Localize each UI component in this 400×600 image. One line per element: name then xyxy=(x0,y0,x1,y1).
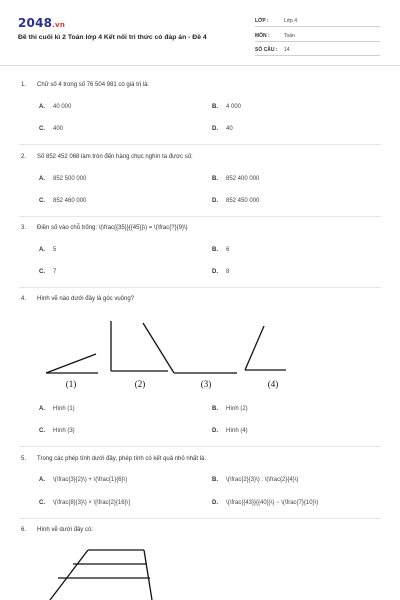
angle-figure-4 xyxy=(245,326,286,370)
option-b[interactable] xyxy=(212,176,259,182)
option-a[interactable] xyxy=(39,176,86,182)
option-text: \(\frac{2}{3}\) : \(\frac{2}{4}\) xyxy=(226,477,299,483)
meta-subject-row xyxy=(255,30,380,42)
option-text: 7 xyxy=(53,269,57,275)
option-letter: D. xyxy=(212,500,218,506)
question-number: 4. xyxy=(21,296,27,302)
option-text: 8 xyxy=(226,269,230,275)
option-text: 6 xyxy=(226,247,230,253)
option-letter: C. xyxy=(39,500,45,506)
question-divider xyxy=(19,518,381,519)
option-text: 400 xyxy=(53,126,64,132)
option-text: 852 460 000 xyxy=(53,198,87,204)
option-d[interactable] xyxy=(212,428,248,434)
option-letter: A. xyxy=(39,406,45,412)
option-text: \(\frac{8}{3}\) × \[\frac{2}{16}\] xyxy=(53,500,130,506)
option-letter: D. xyxy=(212,269,218,275)
question-1 xyxy=(21,82,149,88)
question-6 xyxy=(21,527,93,533)
figure-label-2: (2) xyxy=(134,379,146,389)
figure-label-1: (1) xyxy=(65,379,77,389)
option-a[interactable] xyxy=(39,247,56,253)
option-text: Hình (1) xyxy=(53,406,75,412)
question-3 xyxy=(21,225,188,231)
meta-count-row xyxy=(255,44,380,56)
option-letter: B. xyxy=(212,247,218,253)
option-letter: B. xyxy=(212,104,218,110)
option-text: 40 000 xyxy=(53,104,72,110)
option-text: \(\frac{{43}}{{40}}\) − \(\frac{7}{10}\) xyxy=(226,500,319,506)
logo-text: 2048 xyxy=(18,16,53,30)
angle-figure-1 xyxy=(46,354,98,373)
option-letter: A. xyxy=(39,104,45,110)
option-letter: C. xyxy=(39,269,45,275)
option-letter: D. xyxy=(212,126,218,132)
option-b[interactable] xyxy=(212,406,248,412)
option-c[interactable] xyxy=(39,269,56,275)
option-text: 852 450 000 xyxy=(226,198,260,204)
header-divider xyxy=(0,65,400,66)
meta-class-row xyxy=(255,15,380,27)
option-text: Hình (4) xyxy=(226,428,248,434)
option-text: \(\frac{3}{2}\) + \(\frac{1}{6}\) xyxy=(53,477,128,483)
option-d[interactable] xyxy=(212,198,259,204)
question-text: Chữ số 4 trong số 76 504 981 có giá trị là: xyxy=(37,82,150,88)
logo-suffix: .vn xyxy=(52,21,66,29)
question-number: 1. xyxy=(21,82,27,88)
option-c[interactable] xyxy=(39,428,75,434)
option-letter: C. xyxy=(39,126,45,132)
option-c[interactable] xyxy=(39,500,130,506)
option-text: Hình (2) xyxy=(226,406,248,412)
angles-figure xyxy=(0,310,400,392)
question-number: 2. xyxy=(21,154,27,160)
option-b[interactable] xyxy=(212,247,229,253)
meta-label: LỚP : xyxy=(255,18,269,24)
question-4 xyxy=(21,296,134,302)
meta-value: 14 xyxy=(284,47,290,53)
option-letter: C. xyxy=(39,198,45,204)
meta-value: Toán xyxy=(284,33,295,39)
option-a[interactable] xyxy=(39,477,127,483)
option-c[interactable] xyxy=(39,198,86,204)
option-b[interactable] xyxy=(212,104,241,110)
site-logo[interactable] xyxy=(18,16,65,30)
angle-figure-2 xyxy=(111,321,168,371)
meta-label: SỐ CÂU : xyxy=(255,47,278,53)
meta-label: MÔN : xyxy=(255,33,270,39)
question-text: Hình vẽ dưới đây có: xyxy=(37,527,93,533)
option-c[interactable] xyxy=(39,126,63,132)
option-d[interactable] xyxy=(212,500,318,506)
question-number: 3. xyxy=(21,225,27,231)
question-divider xyxy=(19,287,381,288)
figure-label-4: (4) xyxy=(267,379,279,389)
meta-value: Lớp 4 xyxy=(284,18,298,24)
option-text: 5 xyxy=(53,247,57,253)
question-number: 6. xyxy=(21,527,27,533)
figure-label-3: (3) xyxy=(200,379,212,389)
option-letter: A. xyxy=(39,176,45,182)
option-letter: B. xyxy=(212,406,218,412)
page-title: Đề thi cuối kì 2 Toán lớp 4 Kết nối tri thức có đáp án - Đề 4 xyxy=(18,34,207,41)
option-b[interactable] xyxy=(212,477,298,483)
option-d[interactable] xyxy=(212,126,233,132)
option-letter: D. xyxy=(212,428,218,434)
option-letter: C. xyxy=(39,428,45,434)
option-letter: A. xyxy=(39,247,45,253)
option-letter: B. xyxy=(212,477,218,483)
question-divider xyxy=(19,144,381,145)
option-text: 4 000 xyxy=(226,104,242,110)
question-text: Hình vẽ nào dưới đây là góc vuông? xyxy=(37,296,135,302)
question-divider xyxy=(19,216,381,217)
option-letter: B. xyxy=(212,176,218,182)
trapezoid-figure xyxy=(0,540,400,600)
question-text: Số 852 452 068 làm tròn đến hàng chục nghìn ta được số: xyxy=(37,154,193,160)
option-letter: A. xyxy=(39,477,45,483)
option-text: Hình (3) xyxy=(53,428,75,434)
option-a[interactable] xyxy=(39,104,71,110)
question-divider xyxy=(19,446,381,447)
angle-figure-3 xyxy=(143,323,237,373)
option-text: 852 400 000 xyxy=(226,176,260,182)
question-number: 5. xyxy=(21,456,27,462)
option-text: 852 500 000 xyxy=(53,176,87,182)
option-letter: D. xyxy=(212,198,218,204)
option-text: 40 xyxy=(226,126,233,132)
option-a[interactable] xyxy=(39,406,75,412)
option-d[interactable] xyxy=(212,269,229,275)
question-text: Điền số vào chỗ trống: \(\frac{{35}}{{45}}\) = \(\frac{?}{9}\) xyxy=(37,225,188,231)
question-5 xyxy=(21,456,206,462)
question-text: Trong các phép tính dưới đây, phép tính có kết quả nhỏ nhất là: xyxy=(37,456,207,462)
question-2 xyxy=(21,154,193,160)
